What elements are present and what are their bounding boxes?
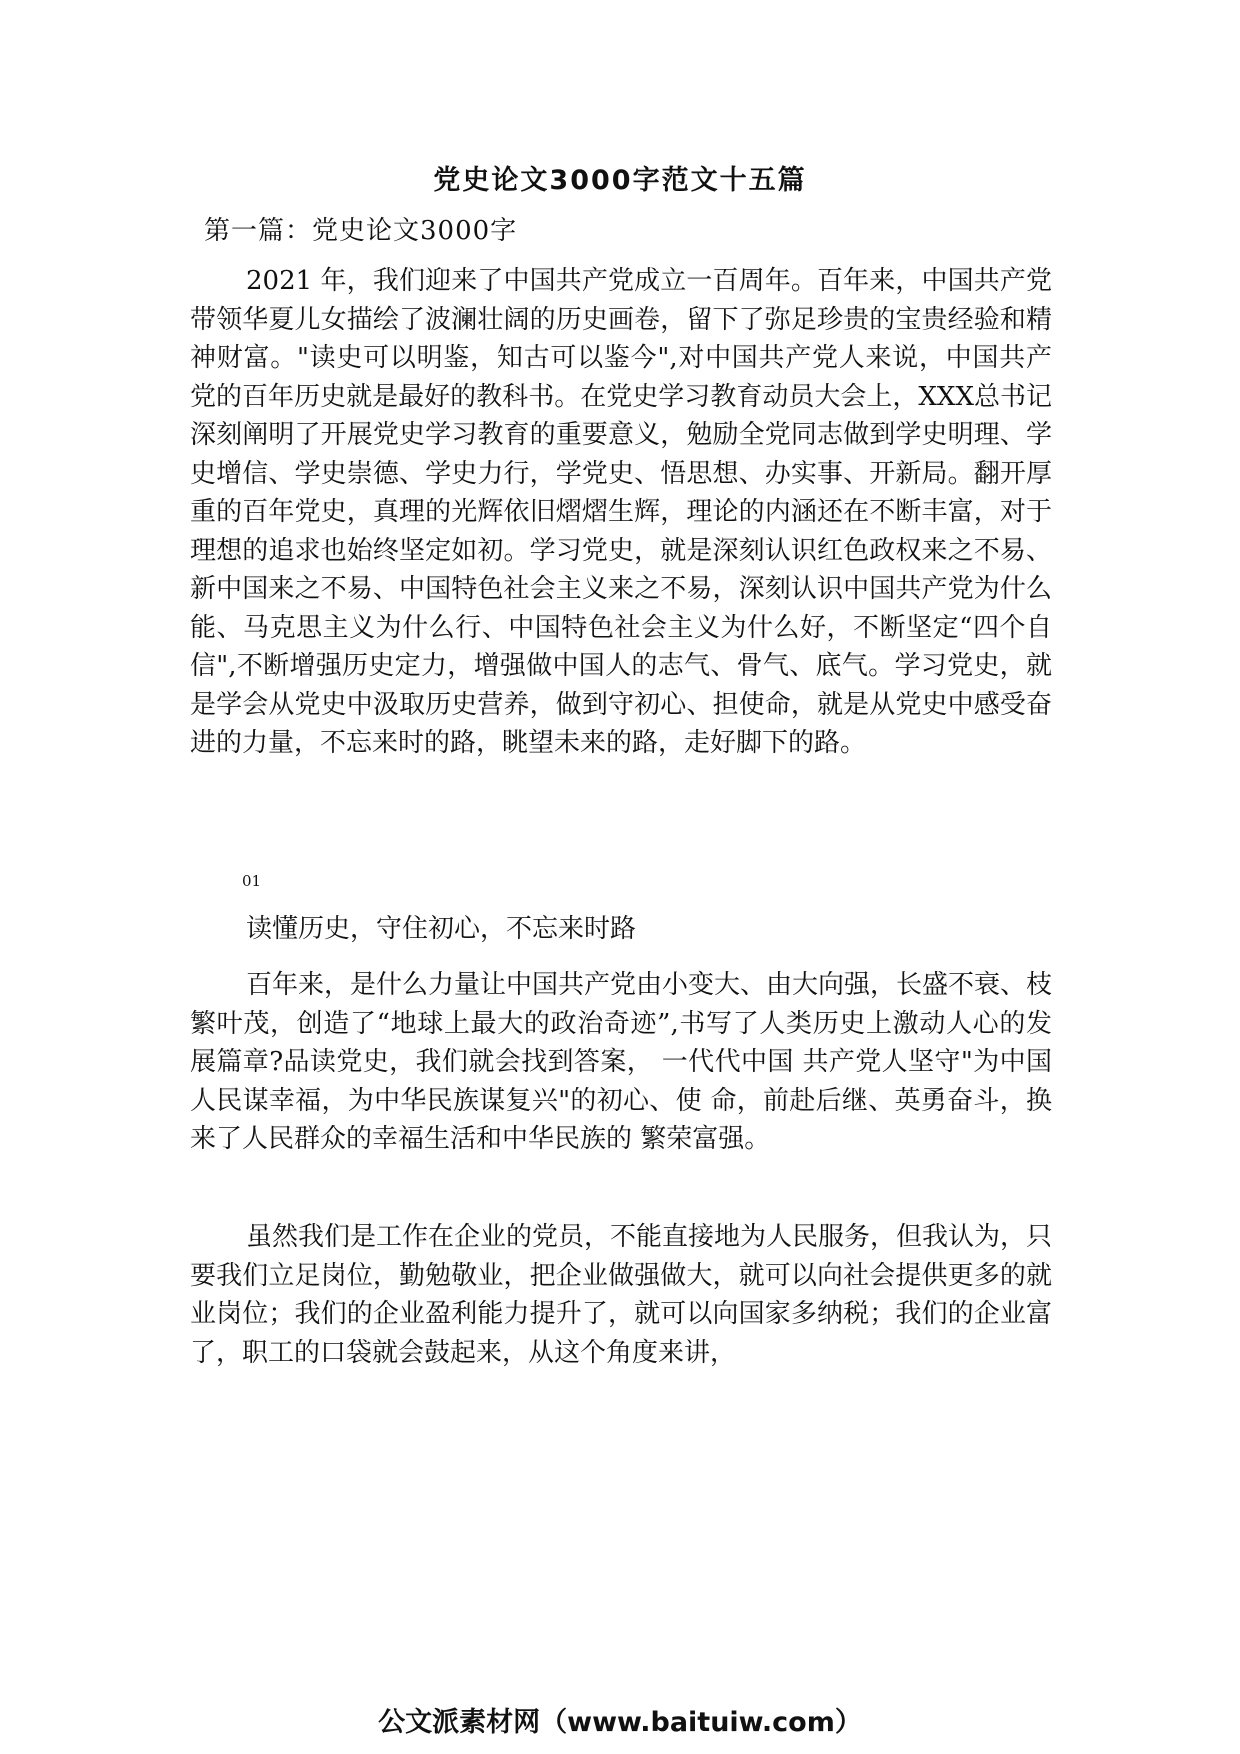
section-number: 01: [242, 872, 262, 890]
document-title: 党史论文3000字范文十五篇: [433, 165, 807, 196]
paragraph-3: 虽然我们是工作在企业的党员，不能直接地为人民服务，但我认为，只要我们立足岗位，勤勉敬业，把企业做强做大，就可以向社会提供更多的就业岗位；我们的企业盈利能力提升了，就可以向国家多纳税；我们的企业富了，职工的口袋就会鼓起来，从这个角度来讲，: [190, 1222, 1053, 1368]
footer-watermark: 公文派素材网（www.baituiw.com）: [378, 1707, 862, 1738]
section-heading: 读懂历史，守住初心，不忘来时路: [246, 914, 637, 944]
chapter-subtitle: 第一篇：党史论文3000字: [204, 216, 518, 246]
paragraph-2: 百年来，是什么力量让中国共产党由小变大、由大向强，长盛不衰、枝繁叶茂，创造了“地球上最大的政治奇迹”,书写了人类历史上激动人心的发展篇章?品读党史，我们就会找到答案， 一代代中国 共产党人坚守"为中国人民谋幸福，为中华民族谋复兴"的初心、使 命，前赴后继、英勇奋斗，换来了人民群众的幸福生活和中华民族的 繁荣富强。: [190, 970, 1053, 1154]
paragraph-1: 2021 年，我们迎来了中国共产党成立一百周年。百年来，中国共产党带领华夏儿女描绘了波澜壮阔的历史画卷，留下了弥足珍贵的宝贵经验和精神财富。"读史可以明鉴，知古可以鉴今",对中国共产党人来说，中国共产党的百年历史就是最好的教科书。在党史学习教育动员大会上，XXX总书记深刻阐明了开展党史学习教育的重要意义，勉励全党同志做到学史明理、学史增信、学史崇德、学史力行，学党史、悟思想、办实事、开新局。翻开厚重的百年党史，真理的光辉依旧熠熠生辉，理论的内涵还在不断丰富，对于理想的追求也始终坚定如初。学习党史，就是深刻认识红色政权来之不易、新中国来之不易、中国特色社会主义来之不易，深刻认识中国共产党为什么能、马克思主义为什么行、中国特色社会主义为什么好，不断坚定“四个自信",不断增强历史定力，增强做中国人的志气、骨气、底气。学习党史，就是学会从党史中汲取历史营养，做到守初心、担使命，就是从党史中感受奋进的力量，不忘来时的路，眺望未来的路，走好脚下的路。: [190, 266, 1052, 758]
